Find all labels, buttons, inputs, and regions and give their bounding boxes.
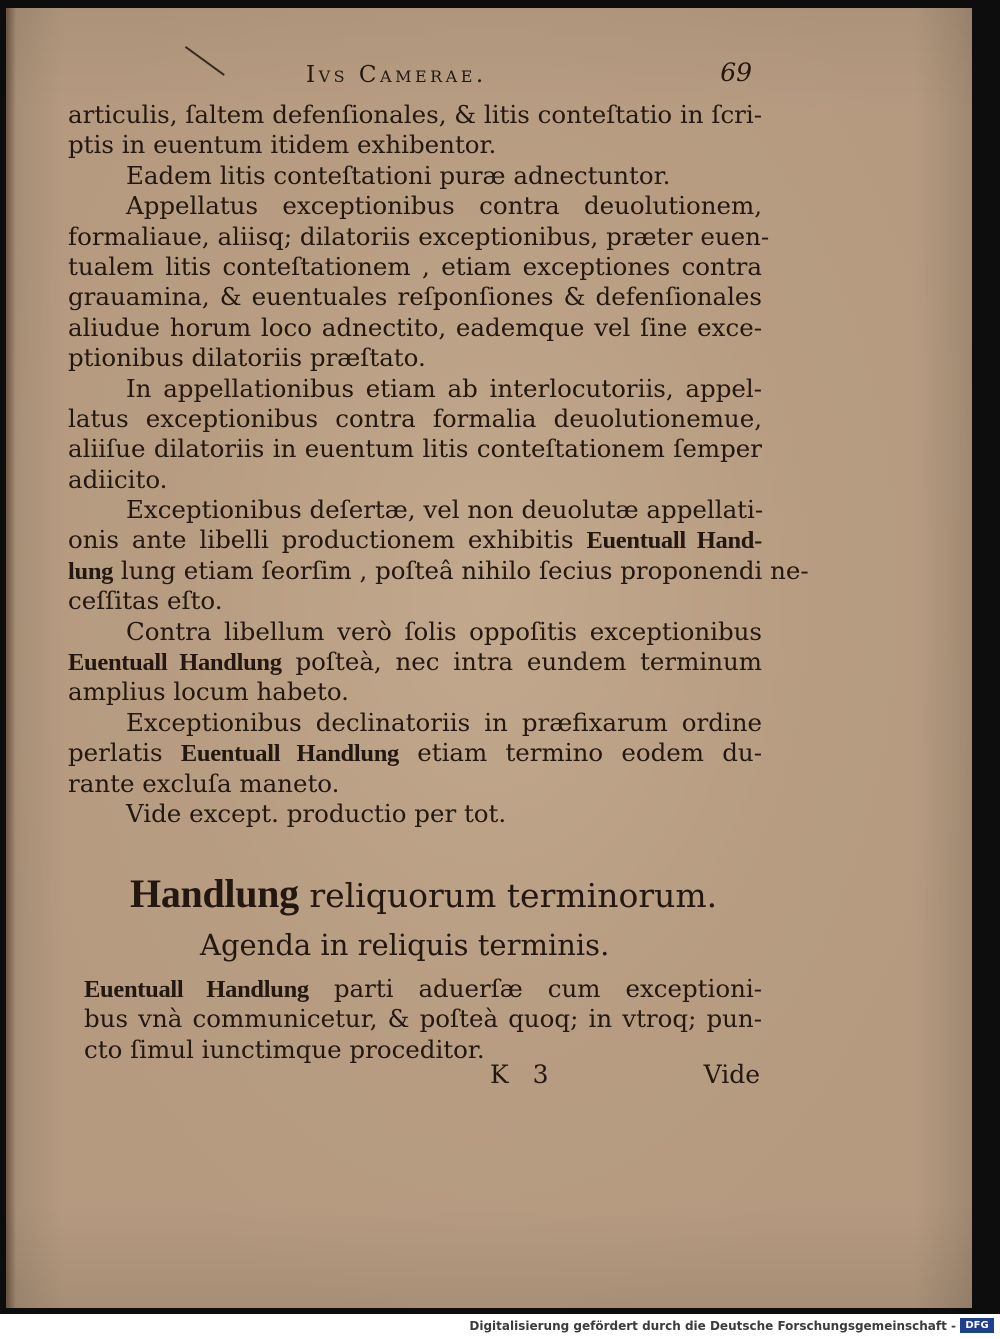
text-line: In appellationibus etiam ab interlocutoriis, appel- bbox=[126, 373, 762, 403]
text-line: Exceptionibus deſertæ, vel non deuolutæ appellati- bbox=[126, 495, 764, 525]
text-segment: onis ante libelli productionem exhibitis bbox=[68, 525, 574, 555]
text-line bbox=[68, 738, 762, 768]
page-header bbox=[306, 58, 752, 94]
text-line: Vide except. productio per tot. bbox=[126, 798, 507, 828]
dfg-logo: DFG bbox=[960, 1318, 994, 1333]
text-line: tualem litis conteſtationem , etiam exceptiones contra bbox=[68, 251, 762, 281]
text-segment: lung etiam ſeorſim , poſteâ nihilo ſecius proponendi ne- bbox=[120, 555, 809, 585]
dfg-credit-bar bbox=[0, 1314, 1000, 1339]
text-line: Contra libellum verò ſolis oppoſitis exceptionibus bbox=[126, 616, 762, 646]
text-line: amplius locum habeto. bbox=[68, 677, 349, 707]
text-line: adiicito. bbox=[68, 464, 168, 494]
text-line bbox=[68, 555, 809, 586]
running-head: Ivs Camerae. bbox=[306, 62, 487, 88]
text-line: aliiſue dilatoriis in euentum litis conteſtationem ſemper bbox=[68, 434, 762, 464]
section-heading bbox=[130, 870, 770, 917]
text-segment: perlatis bbox=[68, 738, 163, 768]
text-line: aliudue horum loco adnectito, eademque vel ſine exce- bbox=[68, 312, 762, 342]
body-text bbox=[68, 100, 809, 829]
text-line bbox=[84, 972, 762, 1002]
text-line: ptis in euentum itidem exhibentor. bbox=[68, 130, 497, 160]
gothic-term: Euentuall Handlung bbox=[68, 649, 282, 677]
gothic-term: Euentuall Handlung bbox=[180, 740, 399, 768]
page-gutter-shadow bbox=[6, 8, 16, 1308]
text-line bbox=[68, 525, 762, 555]
text-line: articulis, ſaltem defenſionales, & litis conteſtatio in ſcri- bbox=[68, 100, 762, 129]
text-segment: poſteà, nec intra eundem terminum bbox=[295, 647, 762, 677]
text-segment: parti aduerſæ cum exceptioni- bbox=[333, 974, 762, 1003]
section-heading-gothic: Handlung bbox=[130, 871, 299, 916]
text-line: bus vnà communicetur, & poſteà quoq; in vtroq; pun- bbox=[84, 1004, 762, 1034]
page-footer bbox=[490, 1060, 760, 1094]
text-line: ptionibus dilatoriis præſtato. bbox=[68, 343, 426, 373]
dfg-credit-text: Digitalisierung gefördert durch die Deutsche Forschungsgemeinschaft - bbox=[469, 1319, 956, 1333]
text-line: ceſſitas eſto. bbox=[68, 586, 223, 616]
final-paragraph bbox=[84, 972, 762, 1063]
gothic-term: Euentuall Hand- bbox=[586, 527, 762, 555]
gothic-term: lung bbox=[68, 557, 114, 585]
text-line: rante excluſa maneto. bbox=[68, 768, 340, 798]
section-heading-text: reliquorum terminorum. bbox=[309, 876, 718, 915]
text-line: cto ſimul iunctimque proceditor. bbox=[84, 1034, 485, 1064]
text-line bbox=[68, 647, 762, 677]
text-line: grauamina, & euentuales reſponſiones & defenſionales bbox=[68, 282, 762, 312]
text-segment: etiam termino eodem du- bbox=[417, 738, 762, 768]
gothic-term: Euentuall Handlung bbox=[84, 976, 309, 1003]
page-number: 69 bbox=[720, 58, 752, 87]
signature-mark: K 3 bbox=[490, 1060, 557, 1089]
section-subheading: Agenda in reliquis terminis. bbox=[200, 928, 610, 962]
text-line: Exceptionibus declinatoriis in præfixarum ordine bbox=[126, 707, 762, 737]
text-line: Appellatus exceptionibus contra deuolutionem, bbox=[126, 191, 762, 221]
scan-border-right bbox=[972, 0, 1000, 1314]
text-line: Eadem litis conteſtationi puræ adnectuntor. bbox=[126, 160, 671, 190]
text-line: latus exceptionibus contra formalia deuolutionemue, bbox=[68, 403, 762, 433]
text-line: formaliaue, aliisq; dilatoriis exceptionibus, præter euen- bbox=[68, 221, 770, 251]
catchword: Vide bbox=[703, 1060, 760, 1089]
